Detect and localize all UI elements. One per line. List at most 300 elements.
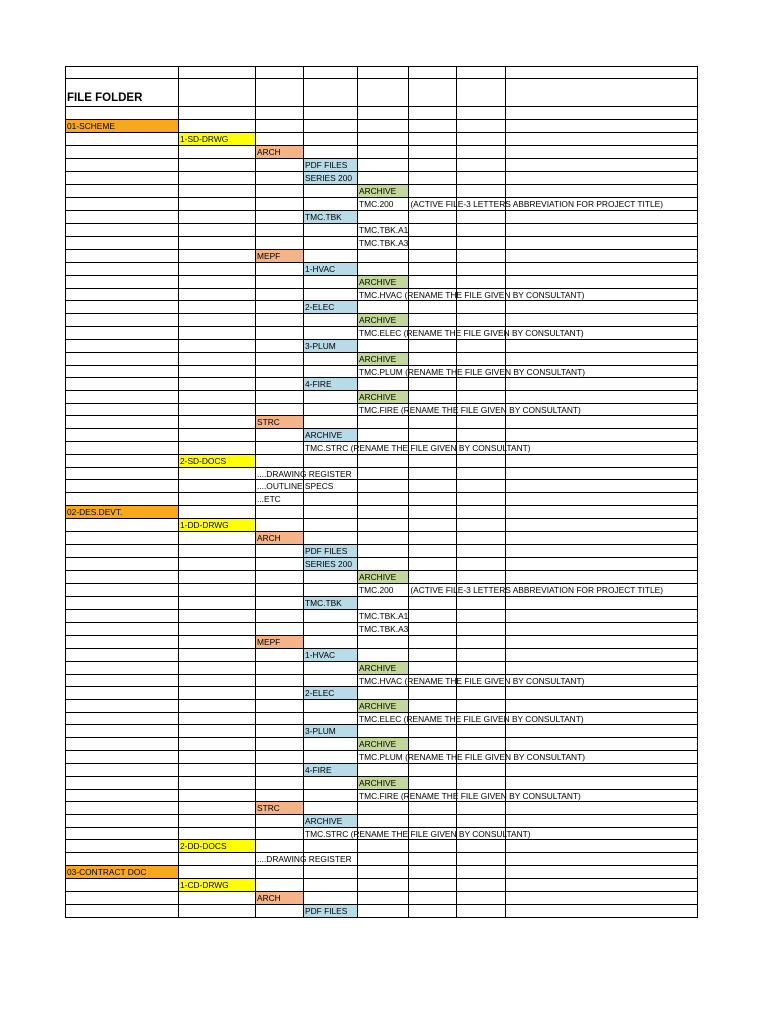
empty-cell	[506, 570, 698, 583]
empty-cell	[179, 622, 256, 635]
empty-cell	[506, 878, 698, 891]
empty-cell	[256, 442, 304, 454]
sheet-row	[66, 365, 698, 377]
sheet-row	[66, 107, 698, 119]
empty-cell	[256, 609, 304, 622]
empty-cell	[457, 518, 506, 531]
folder-cell	[358, 789, 581, 801]
empty-cell	[66, 544, 179, 557]
empty-cell	[506, 249, 698, 262]
empty-cell	[179, 904, 256, 917]
file-note: (ACTIVE FILE-3 LETTERS ABBREVIATION FOR PROJECT TITLE)	[410, 198, 664, 209]
empty-cell	[179, 365, 256, 377]
empty-cell	[506, 171, 698, 184]
empty-cell	[179, 699, 256, 712]
sheet-row	[66, 197, 698, 210]
folder-cell: ARCHIVE	[358, 314, 409, 327]
empty-cell	[256, 223, 304, 236]
empty-cell	[304, 352, 358, 365]
empty-cell	[457, 429, 506, 442]
folder-cell	[304, 442, 531, 454]
empty-cell	[179, 171, 256, 184]
folder-cell: TMC.TBK	[304, 210, 358, 223]
empty-cell	[409, 661, 457, 674]
empty-cell	[457, 416, 506, 429]
empty-cell	[358, 531, 409, 544]
empty-cell	[179, 275, 256, 288]
empty-cell	[304, 505, 358, 518]
sheet-row	[66, 531, 698, 544]
empty-cell	[506, 738, 698, 751]
empty-cell	[358, 635, 409, 648]
empty-cell	[506, 776, 698, 789]
sheet-row	[66, 661, 698, 674]
empty-cell	[457, 492, 506, 505]
empty-cell	[179, 674, 256, 686]
folder-cell: ARCHIVE	[358, 699, 409, 712]
empty-cell	[457, 314, 506, 327]
empty-cell	[358, 262, 409, 275]
empty-cell	[358, 596, 409, 609]
sheet-row	[66, 686, 698, 699]
empty-cell	[66, 416, 179, 429]
empty-cell	[409, 557, 457, 570]
empty-cell	[304, 583, 358, 596]
empty-cell	[457, 878, 506, 891]
empty-cell	[256, 674, 304, 686]
empty-cell	[506, 518, 698, 531]
empty-cell	[457, 815, 506, 828]
empty-cell	[304, 236, 358, 249]
empty-cell	[506, 853, 698, 865]
empty-cell	[506, 132, 698, 145]
folder-cell: TMC.TBK.A1	[359, 610, 409, 621]
empty-cell	[179, 210, 256, 223]
empty-cell	[409, 107, 457, 119]
empty-cell	[506, 158, 698, 171]
empty-cell	[179, 236, 256, 249]
empty-cell	[409, 416, 457, 429]
empty-cell	[256, 776, 304, 789]
empty-cell	[457, 454, 506, 467]
empty-cell	[358, 518, 409, 531]
folder-cell: MEPF	[256, 635, 304, 648]
sheet-row	[66, 79, 698, 107]
empty-cell	[256, 288, 304, 300]
empty-cell	[66, 145, 179, 158]
empty-cell	[179, 776, 256, 789]
empty-cell	[457, 557, 506, 570]
sheet-row	[66, 467, 698, 479]
sheet-row	[66, 184, 698, 197]
empty-cell	[457, 661, 506, 674]
empty-cell	[457, 776, 506, 789]
empty-cell	[304, 67, 358, 79]
folder-label: TMC.PLUM (RENAME THE FILE GIVEN BY CONSULTANT)	[359, 752, 585, 763]
empty-cell	[66, 583, 179, 596]
folder-cell: 4-FIRE	[304, 763, 358, 776]
note-cell	[409, 583, 664, 596]
empty-cell	[457, 339, 506, 352]
empty-cell	[409, 339, 457, 352]
empty-cell	[358, 891, 409, 904]
empty-cell	[506, 262, 698, 275]
empty-cell	[66, 878, 179, 891]
empty-cell	[179, 184, 256, 197]
folder-cell	[256, 853, 352, 865]
folder-cell: TMC.200	[358, 197, 409, 210]
empty-cell	[256, 429, 304, 442]
empty-cell	[256, 377, 304, 390]
folder-cell: 1-DD-DRWG	[179, 518, 256, 531]
empty-cell	[179, 145, 256, 158]
folder-label: TMC.PLUM (RENAME THE FILE GIVEN BY CONSULTANT)	[359, 366, 585, 377]
folder-cell: 2-ELEC	[304, 301, 358, 314]
empty-cell	[179, 301, 256, 314]
empty-cell	[506, 661, 698, 674]
empty-cell	[179, 686, 256, 699]
sheet-row	[66, 904, 698, 917]
empty-cell	[66, 275, 179, 288]
empty-cell	[409, 301, 457, 314]
sheet-row	[66, 403, 698, 415]
empty-cell	[66, 301, 179, 314]
empty-cell	[256, 840, 304, 853]
empty-cell	[304, 197, 358, 210]
empty-cell	[409, 314, 457, 327]
empty-cell	[179, 828, 256, 840]
folder-label: TMC.HVAC (RENAME THE FILE GIVEN BY CONSULTANT)	[359, 289, 585, 300]
empty-cell	[358, 79, 409, 107]
empty-cell	[66, 327, 179, 339]
empty-cell	[457, 301, 506, 314]
empty-cell	[409, 429, 457, 442]
empty-cell	[409, 79, 457, 107]
empty-cell	[66, 725, 179, 738]
empty-cell	[66, 674, 179, 686]
empty-cell	[256, 878, 304, 891]
folder-cell: 3-PLUM	[304, 339, 358, 352]
empty-cell	[304, 661, 358, 674]
empty-cell	[409, 262, 457, 275]
empty-cell	[179, 197, 256, 210]
empty-cell	[66, 288, 179, 300]
sheet-row	[66, 275, 698, 288]
empty-cell	[66, 352, 179, 365]
folder-cell: 02-DES.DEVT.	[66, 505, 179, 518]
empty-cell	[506, 635, 698, 648]
empty-cell	[304, 365, 358, 377]
empty-cell	[409, 596, 457, 609]
sheet-row	[66, 390, 698, 403]
folder-cell	[256, 480, 334, 492]
empty-cell	[358, 840, 409, 853]
empty-cell	[179, 789, 256, 801]
empty-cell	[304, 531, 358, 544]
folder-cell: TMC.TBK.A1	[359, 224, 409, 235]
empty-cell	[457, 275, 506, 288]
empty-cell	[256, 390, 304, 403]
empty-cell	[256, 505, 304, 518]
folder-cell: 1-HVAC	[304, 648, 358, 661]
empty-cell	[506, 236, 698, 249]
empty-cell	[409, 132, 457, 145]
empty-cell	[457, 79, 506, 107]
empty-cell	[457, 904, 506, 917]
empty-cell	[457, 505, 506, 518]
sheet-row	[66, 622, 698, 635]
sheet-row	[66, 505, 698, 518]
empty-cell	[179, 262, 256, 275]
empty-cell	[179, 492, 256, 505]
empty-cell	[457, 249, 506, 262]
empty-cell	[409, 377, 457, 390]
empty-cell	[66, 158, 179, 171]
empty-cell	[179, 763, 256, 776]
empty-cell	[256, 67, 304, 79]
folder-cell: STRC	[256, 802, 304, 815]
folder-label: TMC.FIRE (RENAME THE FILE GIVEN BY CONSULTANT)	[359, 790, 581, 801]
folder-cell	[304, 828, 531, 840]
empty-cell	[409, 531, 457, 544]
empty-cell	[256, 132, 304, 145]
empty-cell	[358, 416, 409, 429]
empty-cell	[179, 891, 256, 904]
empty-cell	[409, 699, 457, 712]
empty-cell	[304, 699, 358, 712]
empty-cell	[304, 674, 358, 686]
folder-cell: ARCH	[256, 531, 304, 544]
empty-cell	[66, 738, 179, 751]
sheet-row	[66, 314, 698, 327]
empty-cell	[457, 570, 506, 583]
empty-cell	[179, 583, 256, 596]
empty-cell	[506, 725, 698, 738]
empty-cell	[66, 661, 179, 674]
empty-cell	[457, 352, 506, 365]
sheet-row	[66, 171, 698, 184]
empty-cell	[457, 609, 506, 622]
empty-cell	[409, 853, 457, 865]
empty-cell	[506, 596, 698, 609]
empty-cell	[66, 904, 179, 917]
empty-cell	[457, 725, 506, 738]
sheet-row	[66, 454, 698, 467]
empty-cell	[358, 429, 409, 442]
empty-cell	[66, 635, 179, 648]
empty-cell	[304, 119, 358, 132]
empty-cell	[457, 119, 506, 132]
empty-cell	[304, 789, 358, 801]
empty-cell	[179, 725, 256, 738]
empty-cell	[457, 184, 506, 197]
empty-cell	[506, 377, 698, 390]
empty-cell	[179, 467, 256, 479]
empty-cell	[409, 738, 457, 751]
empty-cell	[179, 815, 256, 828]
empty-cell	[409, 223, 457, 236]
empty-cell	[358, 557, 409, 570]
sheet-row	[66, 609, 698, 622]
empty-cell	[358, 648, 409, 661]
empty-cell	[66, 776, 179, 789]
folder-cell	[358, 327, 584, 339]
sheet-row	[66, 327, 698, 339]
empty-cell	[256, 815, 304, 828]
empty-cell	[256, 699, 304, 712]
empty-cell	[256, 828, 304, 840]
empty-cell	[506, 223, 698, 236]
empty-cell	[304, 184, 358, 197]
folder-label: ....OUTLINE SPECS	[257, 481, 334, 492]
empty-cell	[409, 184, 457, 197]
empty-cell	[506, 79, 698, 107]
empty-cell	[358, 454, 409, 467]
empty-cell	[256, 738, 304, 751]
folder-cell: 1-HVAC	[304, 262, 358, 275]
empty-cell	[457, 699, 506, 712]
empty-cell	[457, 865, 506, 878]
empty-cell	[358, 505, 409, 518]
empty-cell	[409, 249, 457, 262]
empty-cell	[304, 145, 358, 158]
empty-cell	[66, 365, 179, 377]
empty-cell	[506, 686, 698, 699]
sheet-row	[66, 840, 698, 853]
empty-cell	[179, 67, 256, 79]
folder-cell	[256, 467, 352, 479]
empty-cell	[409, 776, 457, 789]
empty-cell	[358, 492, 409, 505]
folder-cell: SERIES 200	[304, 557, 358, 570]
sheet-row	[66, 442, 698, 454]
folder-label: TMC.HVAC (RENAME THE FILE GIVEN BY CONSULTANT)	[359, 675, 585, 686]
empty-cell	[358, 377, 409, 390]
file-note: (ACTIVE FILE-3 LETTERS ABBREVIATION FOR PROJECT TITLE)	[410, 584, 664, 595]
empty-cell	[256, 158, 304, 171]
empty-cell	[506, 107, 698, 119]
empty-cell	[506, 904, 698, 917]
folder-cell: SERIES 200	[304, 171, 358, 184]
empty-cell	[358, 339, 409, 352]
empty-cell	[409, 518, 457, 531]
empty-cell	[179, 531, 256, 544]
empty-cell	[506, 648, 698, 661]
folder-cell	[358, 751, 585, 763]
empty-cell	[457, 738, 506, 751]
empty-cell	[358, 67, 409, 79]
empty-cell	[358, 802, 409, 815]
empty-cell	[409, 878, 457, 891]
sheet-row	[66, 262, 698, 275]
empty-cell	[66, 853, 179, 865]
empty-cell	[256, 596, 304, 609]
empty-cell	[409, 67, 457, 79]
empty-cell	[256, 557, 304, 570]
empty-cell	[506, 840, 698, 853]
empty-cell	[506, 339, 698, 352]
empty-cell	[457, 853, 506, 865]
empty-cell	[304, 622, 358, 635]
empty-cell	[409, 904, 457, 917]
empty-cell	[457, 622, 506, 635]
folder-cell: ARCHIVE	[304, 429, 358, 442]
empty-cell	[457, 390, 506, 403]
sheet-row	[66, 828, 698, 840]
empty-cell	[409, 171, 457, 184]
folder-label: ....DRAWING REGISTER	[257, 468, 352, 479]
empty-cell	[358, 132, 409, 145]
folder-cell: 2-SD-DOCS	[179, 454, 256, 467]
empty-cell	[304, 492, 358, 505]
sheet-row	[66, 223, 698, 236]
folder-label: TMC.ELEC (RENAME THE FILE GIVEN BY CONSULTANT)	[359, 713, 584, 724]
empty-cell	[304, 712, 358, 724]
empty-cell	[66, 815, 179, 828]
empty-cell	[66, 828, 179, 840]
folder-cell: ARCH	[256, 891, 304, 904]
empty-cell	[179, 802, 256, 815]
empty-cell	[256, 327, 304, 339]
folder-cell: ARCHIVE	[358, 352, 409, 365]
folder-cell	[358, 403, 581, 415]
empty-cell	[179, 557, 256, 570]
empty-cell	[506, 544, 698, 557]
empty-cell	[409, 609, 457, 622]
empty-cell	[409, 390, 457, 403]
empty-cell	[409, 352, 457, 365]
sheet-row	[66, 132, 698, 145]
empty-cell	[66, 699, 179, 712]
empty-cell	[66, 210, 179, 223]
empty-cell	[256, 365, 304, 377]
empty-cell	[409, 158, 457, 171]
empty-cell	[179, 416, 256, 429]
empty-cell	[66, 236, 179, 249]
empty-cell	[457, 132, 506, 145]
empty-cell	[66, 648, 179, 661]
empty-cell	[304, 403, 358, 415]
empty-cell	[409, 480, 457, 492]
empty-cell	[358, 119, 409, 132]
empty-cell	[506, 802, 698, 815]
empty-cell	[256, 107, 304, 119]
empty-cell	[506, 699, 698, 712]
folder-cell: ...ETC	[256, 492, 304, 505]
empty-cell	[506, 492, 698, 505]
empty-cell	[409, 492, 457, 505]
empty-cell	[304, 609, 358, 622]
sheet-row	[66, 301, 698, 314]
sheet-row	[66, 249, 698, 262]
folder-cell	[358, 288, 585, 300]
empty-cell	[409, 454, 457, 467]
empty-cell	[66, 751, 179, 763]
sheet-row	[66, 878, 698, 891]
empty-cell	[256, 789, 304, 801]
empty-cell	[256, 454, 304, 467]
empty-cell	[179, 480, 256, 492]
empty-cell	[506, 442, 698, 454]
empty-cell	[304, 314, 358, 327]
sheet-row	[66, 145, 698, 158]
empty-cell	[457, 145, 506, 158]
empty-cell	[256, 751, 304, 763]
empty-cell	[66, 132, 179, 145]
sheet-row	[66, 891, 698, 904]
empty-cell	[506, 184, 698, 197]
empty-cell	[304, 878, 358, 891]
